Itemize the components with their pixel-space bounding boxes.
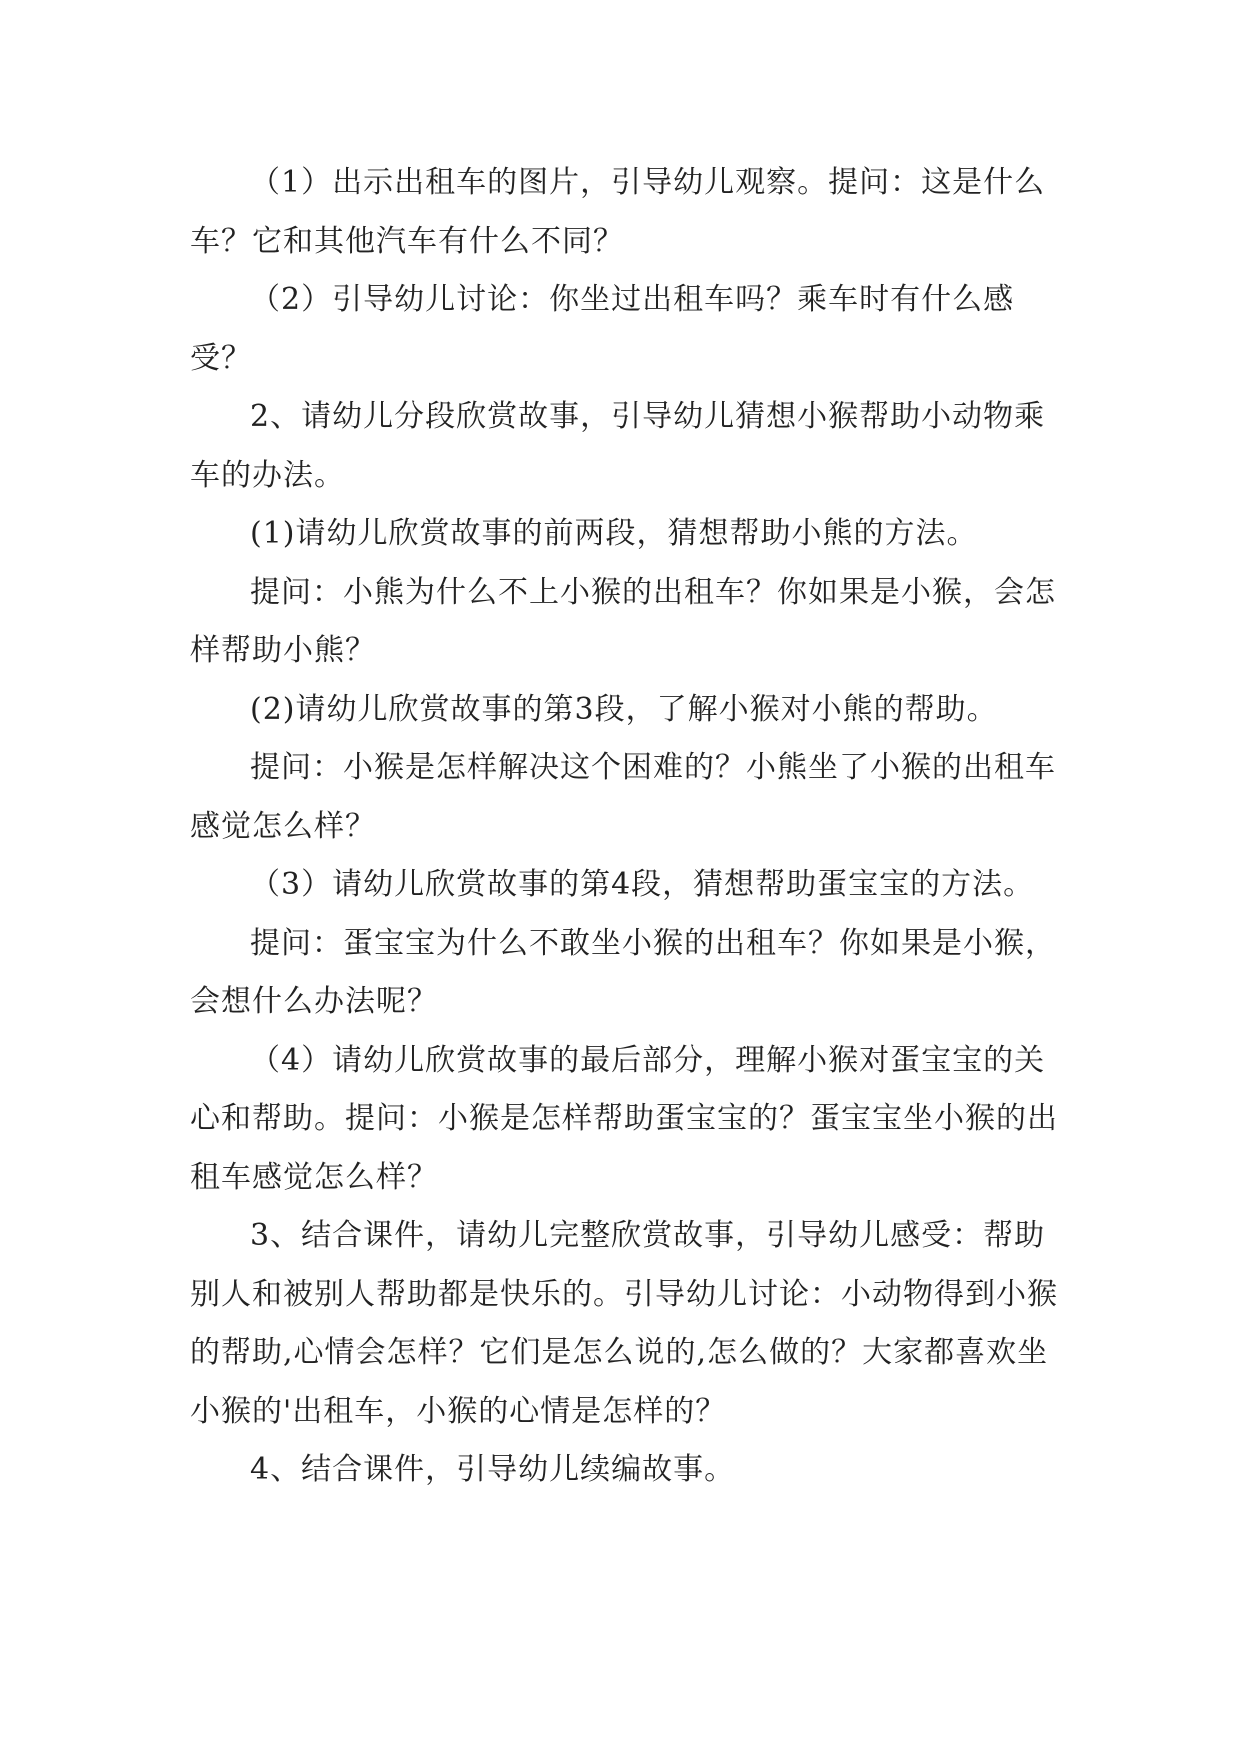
paragraph-6: (2)请幼儿欣赏故事的第3段，了解小猴对小熊的帮助。 [250, 691, 998, 727]
paragraph-10: （4）请幼儿欣赏故事的最后部分，理解小猴对蛋宝宝的关心和帮助。提问：小猴是怎样帮助蛋宝宝的？蛋宝宝坐小猴的出租车感觉怎么样？ [190, 1042, 1058, 1195]
paragraph-11: 3、结合课件，请幼儿完整欣赏故事，引导幼儿感受：帮助别人和被别人帮助都是快乐的。引导幼儿讨论：小动物得到小猴的帮助,心情会怎样？它们是怎么说的,怎么做的？大家都喜欢坐小猴的'出租车，小猴的心情是怎样的？ [190, 1218, 1058, 1429]
paragraph-2: （2）引导幼儿讨论：你坐过出租车吗？乘车时有什么感受？ [190, 282, 1015, 376]
paragraph-12: 4、结合课件，引导幼儿续编故事。 [250, 1452, 736, 1487]
paragraph-3: 2、请幼儿分段欣赏故事，引导幼儿猜想小猴帮助小动物乘车的办法。 [190, 399, 1046, 493]
paragraph-4: (1)请幼儿欣赏故事的前两段，猜想帮助小熊的方法。 [250, 516, 978, 551]
document-body [190, 154, 1065, 1500]
paragraph-9: 提问：蛋宝宝为什么不敢坐小猴的出租车？你如果是小猴，会想什么办法呢？ [190, 925, 1056, 1019]
paragraph-8: （3）请幼儿欣赏故事的第4段，猜想帮助蛋宝宝的方法。 [250, 867, 1035, 902]
paragraph-1: （1）出示出租车的图片，引导幼儿观察。提问：这是什么车？它和其他汽车有什么不同？ [190, 165, 1046, 259]
paragraph-7: 提问：小猴是怎样解决这个困难的？小熊坐了小猴的出租车感觉怎么样？ [190, 750, 1056, 844]
paragraph-5: 提问：小熊为什么不上小猴的出租车？你如果是小猴，会怎样帮助小熊？ [190, 574, 1056, 668]
